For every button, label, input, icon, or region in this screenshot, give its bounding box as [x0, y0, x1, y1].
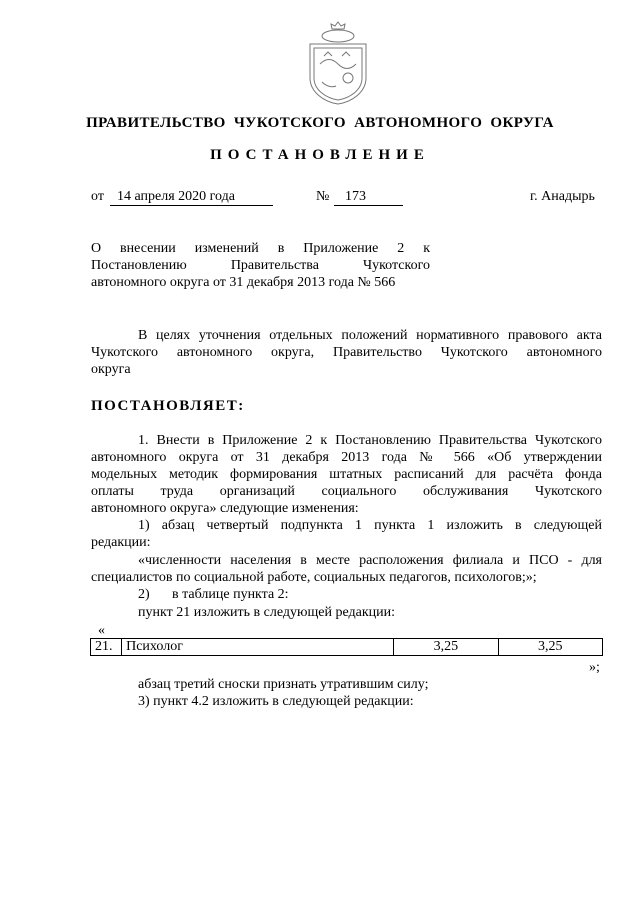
close-quote: »;: [589, 660, 600, 675]
subject-line-2: Постановлению Правительства Чукотского: [91, 258, 430, 273]
quote-line-1: «численности населения в месте расположения филиала и ПСО - для: [138, 553, 602, 568]
subitem3-text: 3) пункт 4.2 изложить в следующей редакции:: [138, 694, 414, 709]
quote-line-2: специалистов по социальной работе, социальных педагогов, психологов;»;: [91, 570, 537, 585]
item21-intro: пункт 21 изложить в следующей редакции:: [138, 605, 395, 620]
subitem2-number: 2): [138, 587, 150, 602]
value-cell-1: 3,25: [394, 639, 498, 656]
subitem2-text: в таблице пункта 2:: [172, 587, 289, 602]
document-type-title: ПОСТАНОВЛЕНИЕ: [210, 147, 430, 163]
item1-line-1: 1. Внести в Приложение 2 к Постановлению Правительства Чукотского: [138, 433, 602, 448]
amendment-table: [90, 638, 603, 656]
preamble-line-2: Чукотского автономного округа, Правительство Чукотского автономного: [91, 345, 602, 360]
resolves-heading: ПОСТАНОВЛЯЕТ:: [91, 398, 245, 414]
row-number-cell: 21.: [91, 639, 122, 656]
item1-line-4: оплаты труда организаций социального обслуживания Чукотского: [91, 484, 602, 499]
government-title: ПРАВИТЕЛЬСТВО ЧУКОТСКОГО АВТОНОМНОГО ОКРУГА: [86, 115, 554, 131]
item1-line-5: автономного округа» следующие изменения:: [91, 501, 359, 516]
item1-line-2: автономного округа от 31 декабря 2013 года № 566 «Об утверждении: [91, 450, 602, 465]
table-row: [91, 639, 603, 656]
number-field: [334, 189, 403, 206]
open-quote: «: [98, 623, 105, 638]
footnote-repeal: абзац третий сноски признать утратившим силу;: [138, 677, 429, 692]
coat-of-arms-emblem: [300, 18, 376, 108]
subitem1-line-1: 1) абзац четвертый подпункта 1 пункта 1 изложить в следующей: [138, 518, 602, 533]
subitem1-line-2: редакции:: [91, 535, 151, 550]
subject-line-3: автономного округа от 31 декабря 2013 года № 566: [91, 275, 396, 290]
date-prefix: от: [91, 189, 104, 204]
decree-place: г. Анадырь: [530, 189, 595, 204]
decree-date: 14 апреля 2020 года: [117, 189, 235, 204]
value-cell-2: 3,25: [498, 639, 602, 656]
item1-line-3: модельных методик формирования штатных расписаний для расчёта фонда: [91, 467, 602, 482]
date-field: [110, 189, 273, 206]
number-prefix: №: [316, 189, 330, 204]
position-cell: Психолог: [122, 639, 394, 656]
preamble-line-1: В целях уточнения отдельных положений нормативного правового акта: [138, 328, 602, 343]
preamble-line-3: округа: [91, 362, 131, 377]
decree-number: 173: [345, 189, 366, 204]
subject-line-1: О внесении изменений в Приложение 2 к: [91, 241, 430, 256]
